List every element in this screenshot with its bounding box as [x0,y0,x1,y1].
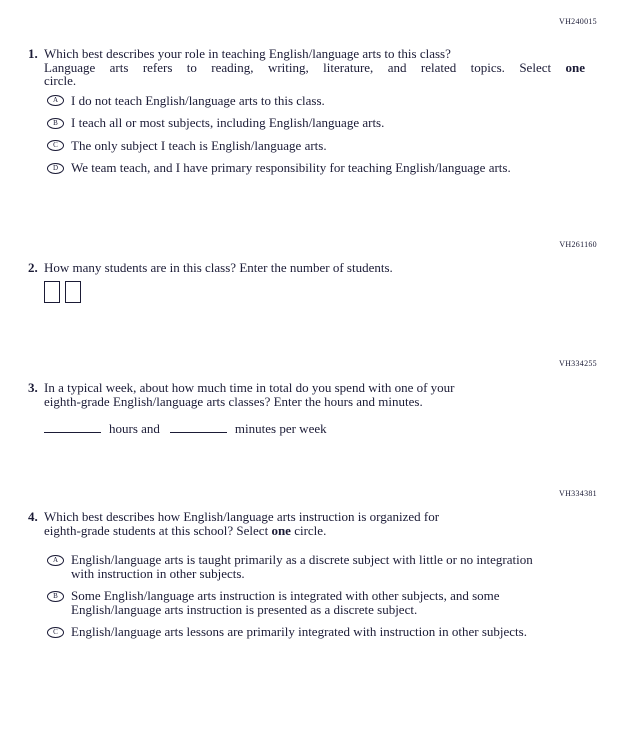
option-a [47,553,585,580]
question-1-options [44,94,585,175]
option-label: English/language arts lessons are primarily integrated with instruction in other subjects. [71,624,527,639]
question-2-code: VH261160 [559,239,597,249]
prompt-line [44,524,585,538]
option-c [47,139,585,153]
question-2-prompt [44,261,585,275]
prompt-line: Which best describes how English/language arts instruction is organized for [44,509,440,524]
option-label: The only subject I teach is English/language arts. [71,137,327,153]
prompt-line [44,61,585,75]
question-4-number: 4. [28,509,38,524]
prompt-line: circle. [44,73,77,88]
question-3-number: 3. [28,380,38,395]
question-1-code: VH240015 [559,17,597,26]
prompt-text: eighth-grade students at this school? Select [44,522,269,538]
hours-blank[interactable] [44,420,101,433]
prompt-line: How many students are in this class? Enter the number of students. [44,259,393,275]
answer-bubble-b[interactable]: B [47,591,64,602]
answer-bubble-b[interactable]: B [47,118,64,129]
option-b [47,116,585,130]
question-4-prompt [44,510,585,537]
question-4 [28,489,597,648]
minutes-blank[interactable] [170,420,227,433]
student-count-box-1[interactable] [44,281,60,303]
answer-bubble-c[interactable]: C [47,140,64,151]
question-1-number: 1. [28,46,38,61]
question-1-prompt [44,47,585,88]
emphasis-one: one [271,522,291,538]
emphasis-one: one [565,59,586,75]
option-label: Some English/language arts instruction is integrated with other subjects, and some English/language arts instruction is presented as a discrete subject. [71,588,500,617]
question-3-prompt [44,381,585,408]
option-label: I do not teach English/language arts to this class. [71,92,325,108]
prompt-line: Which best describes your role in teaching English/language arts to this class? [44,46,451,61]
option-b [47,589,585,616]
question-3-code: VH334255 [559,359,597,368]
prompt-text: Language arts refers to reading, writing, literature, and related topics. Select [44,59,552,75]
option-label: I teach all or most subjects, including English/language arts. [71,115,385,130]
option-c [47,625,585,639]
minutes-label: minutes per week [234,421,327,436]
time-entry-row [44,420,585,436]
answer-bubble-a[interactable]: A [47,555,64,566]
option-a [47,94,585,108]
prompt-line: In a typical week, about how much time in total do you spend with one of your [44,380,455,395]
student-count-entry [44,281,585,303]
question-2 [28,240,597,304]
prompt-text: circle. [294,522,327,538]
hours-label: hours and [109,421,160,436]
option-label: We team teach, and I have primary responsibility for teaching English/language arts. [71,160,511,175]
answer-bubble-c[interactable]: C [47,627,64,638]
question-1 [28,17,597,184]
answer-bubble-d[interactable]: D [47,163,64,174]
question-4-options [44,553,585,639]
option-d [47,161,585,175]
question-3 [28,359,597,436]
option-label: English/language arts is taught primarily as a discrete subject with little or no integration with instruction in other subjects. [71,552,533,581]
answer-bubble-a[interactable]: A [47,95,64,106]
student-count-box-2[interactable] [65,281,81,303]
question-2-number: 2. [28,259,38,275]
prompt-line: eighth-grade English/language arts classes? Enter the hours and minutes. [44,393,423,409]
question-4-code: VH334381 [559,489,597,498]
